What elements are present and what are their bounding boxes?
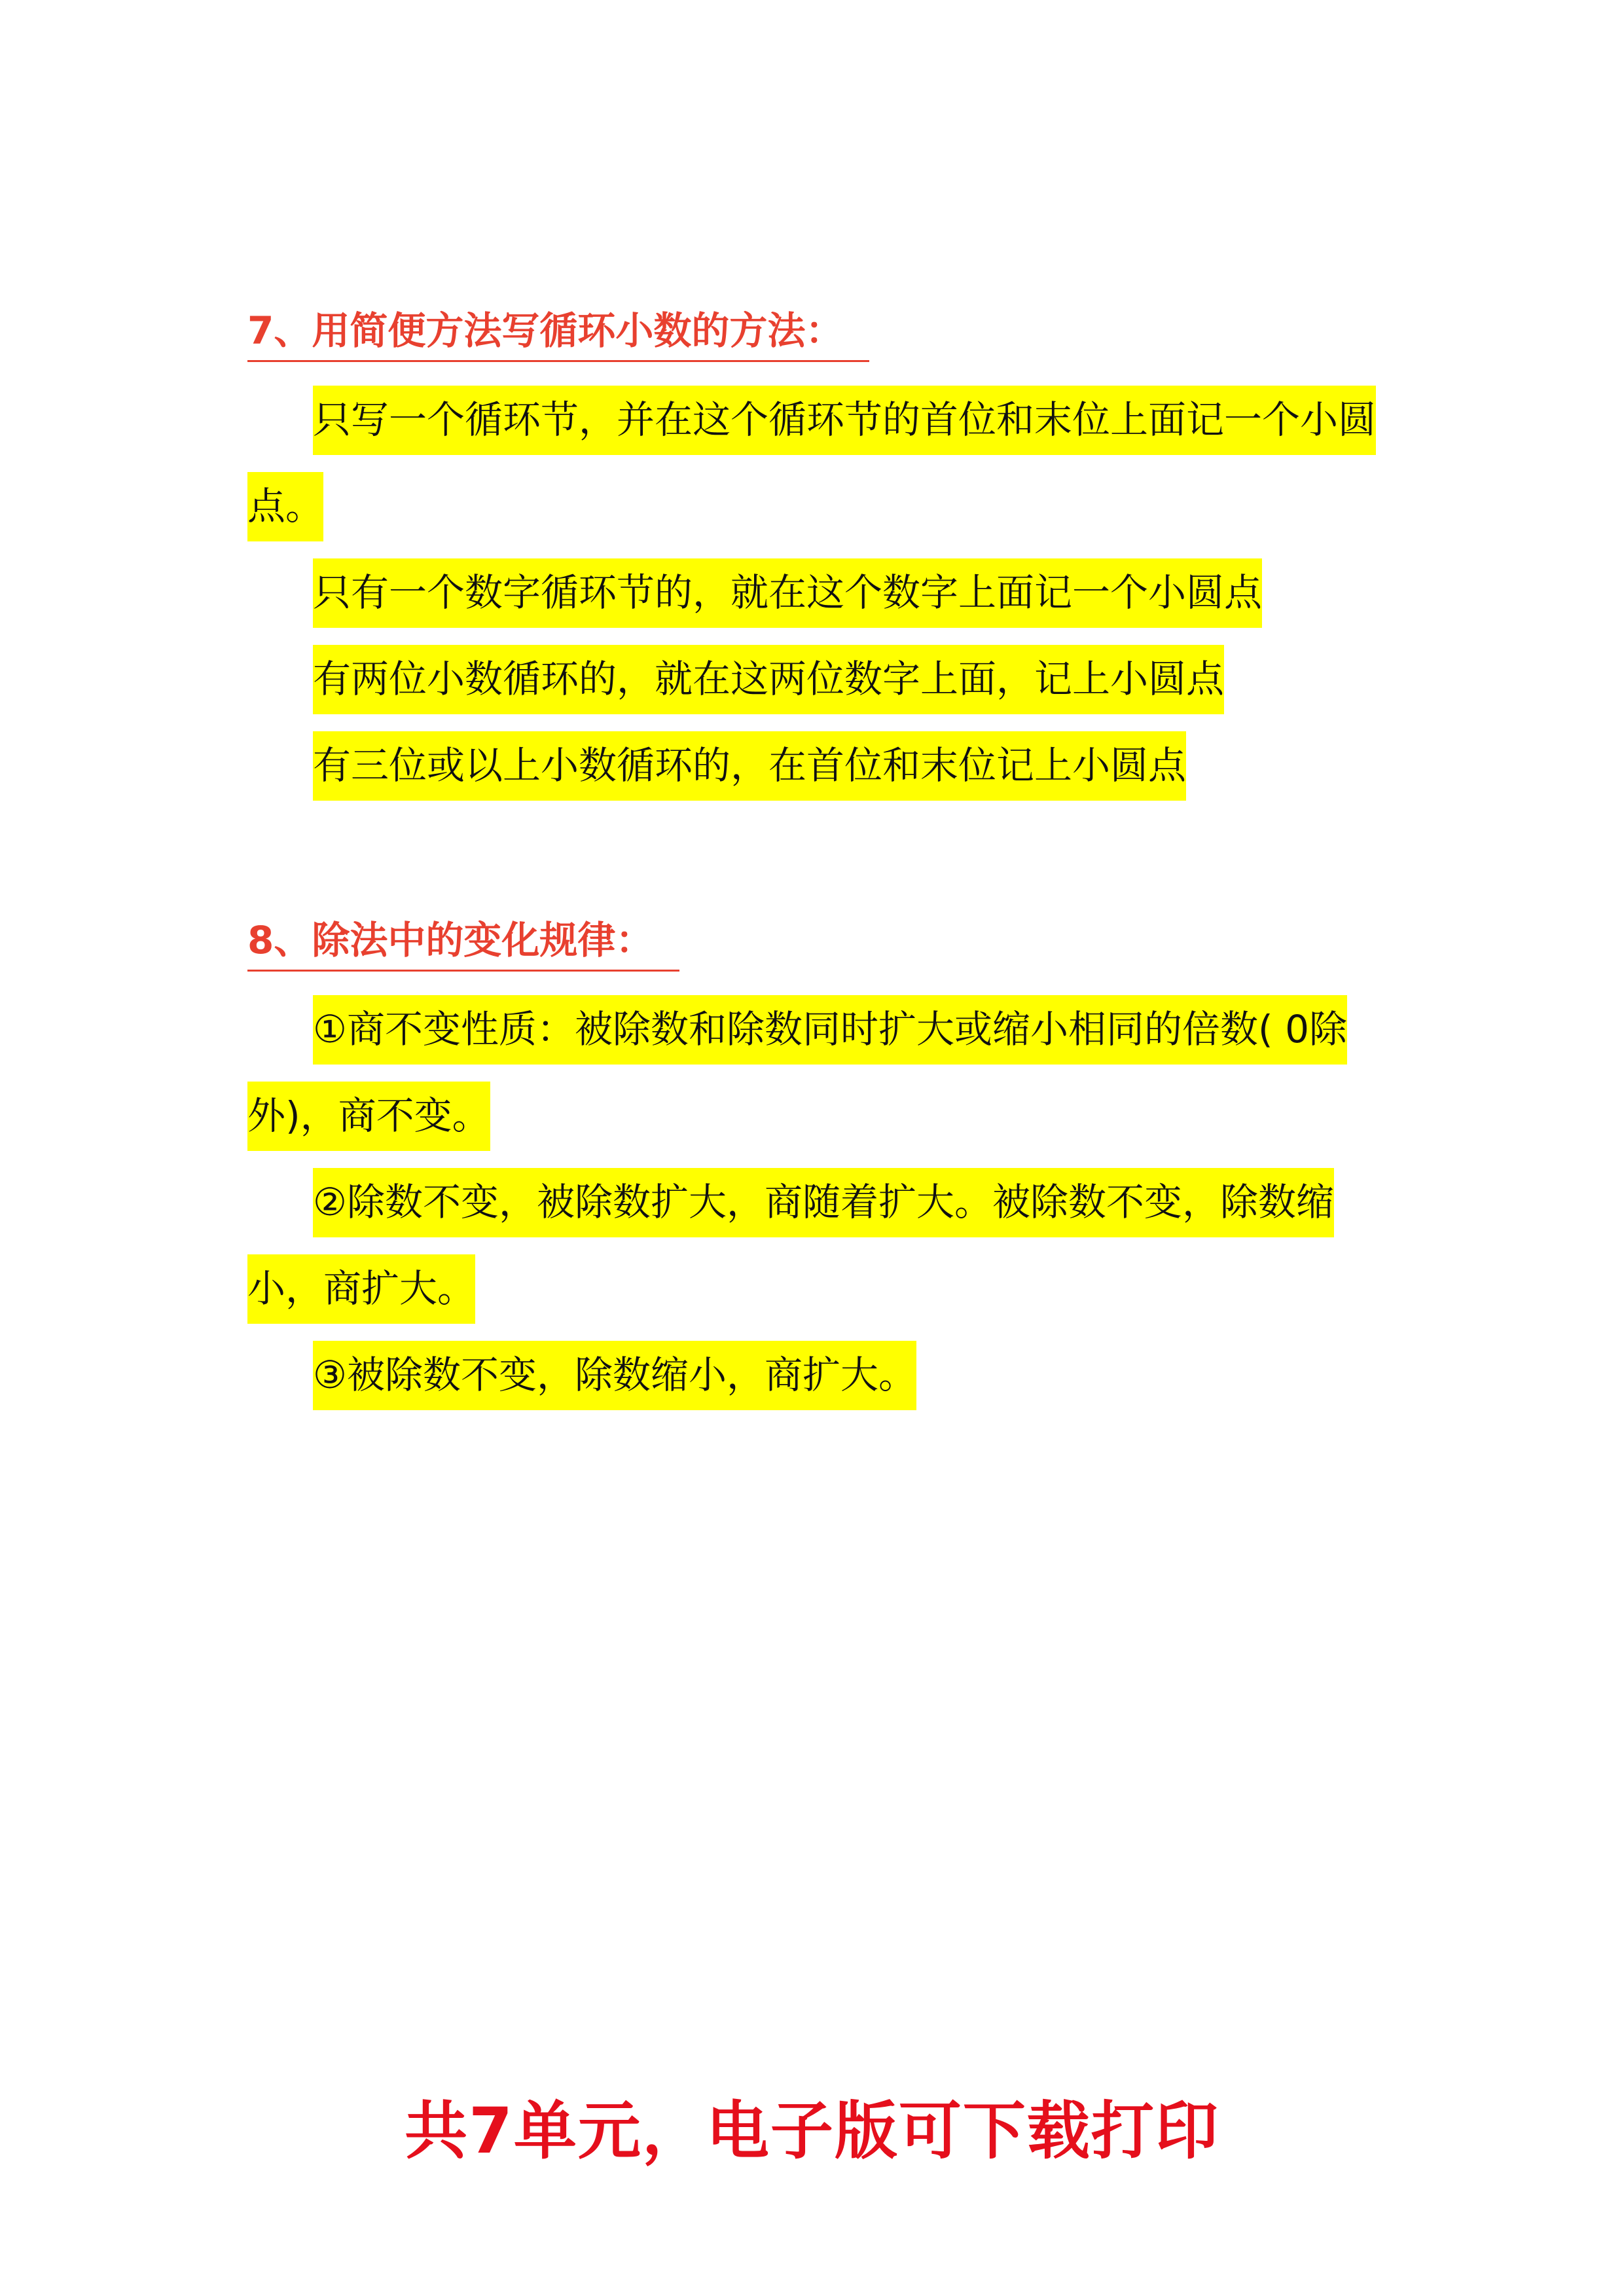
highlighted-text: ①商不变性质：被除数和除数同时扩大或缩小相同的倍数( 0除外)，商不变。: [247, 995, 1347, 1151]
highlighted-text: 只写一个循环节，并在这个循环节的首位和末位上面记一个小圆点。: [247, 386, 1376, 541]
rule-line: [247, 549, 1399, 636]
highlighted-text: 有三位或以上小数循环的，在首位和末位记上小圆点: [313, 731, 1186, 801]
highlighted-text: ③被除数不变，除数缩小，商扩大。: [313, 1341, 916, 1410]
paragraph: [247, 1332, 1399, 1418]
footer-banner: 共7单元，电子版可下载打印: [405, 2094, 1219, 2168]
rule-line: [247, 636, 1399, 722]
paragraph: [247, 1159, 1399, 1332]
rule-line: [247, 722, 1399, 809]
highlighted-text: 只有一个数字循环节的，就在这个数字上面记一个小圆点: [313, 558, 1262, 628]
paragraph: [247, 376, 1399, 549]
highlighted-text: ②除数不变，被除数扩大，商随着扩大。被除数不变，除数缩小，商扩大。: [247, 1168, 1334, 1324]
section-heading: 8、除法中的变化规律：: [247, 911, 679, 972]
section-heading: 7、用简便方法写循环小数的方法：: [247, 301, 869, 362]
highlighted-text: 有两位小数循环的，就在这两位数字上面，记上小圆点: [313, 645, 1224, 714]
section-7: [247, 301, 1399, 809]
section-8: [247, 911, 1399, 1418]
paragraph: [247, 986, 1399, 1159]
document-body: [247, 301, 1399, 1520]
